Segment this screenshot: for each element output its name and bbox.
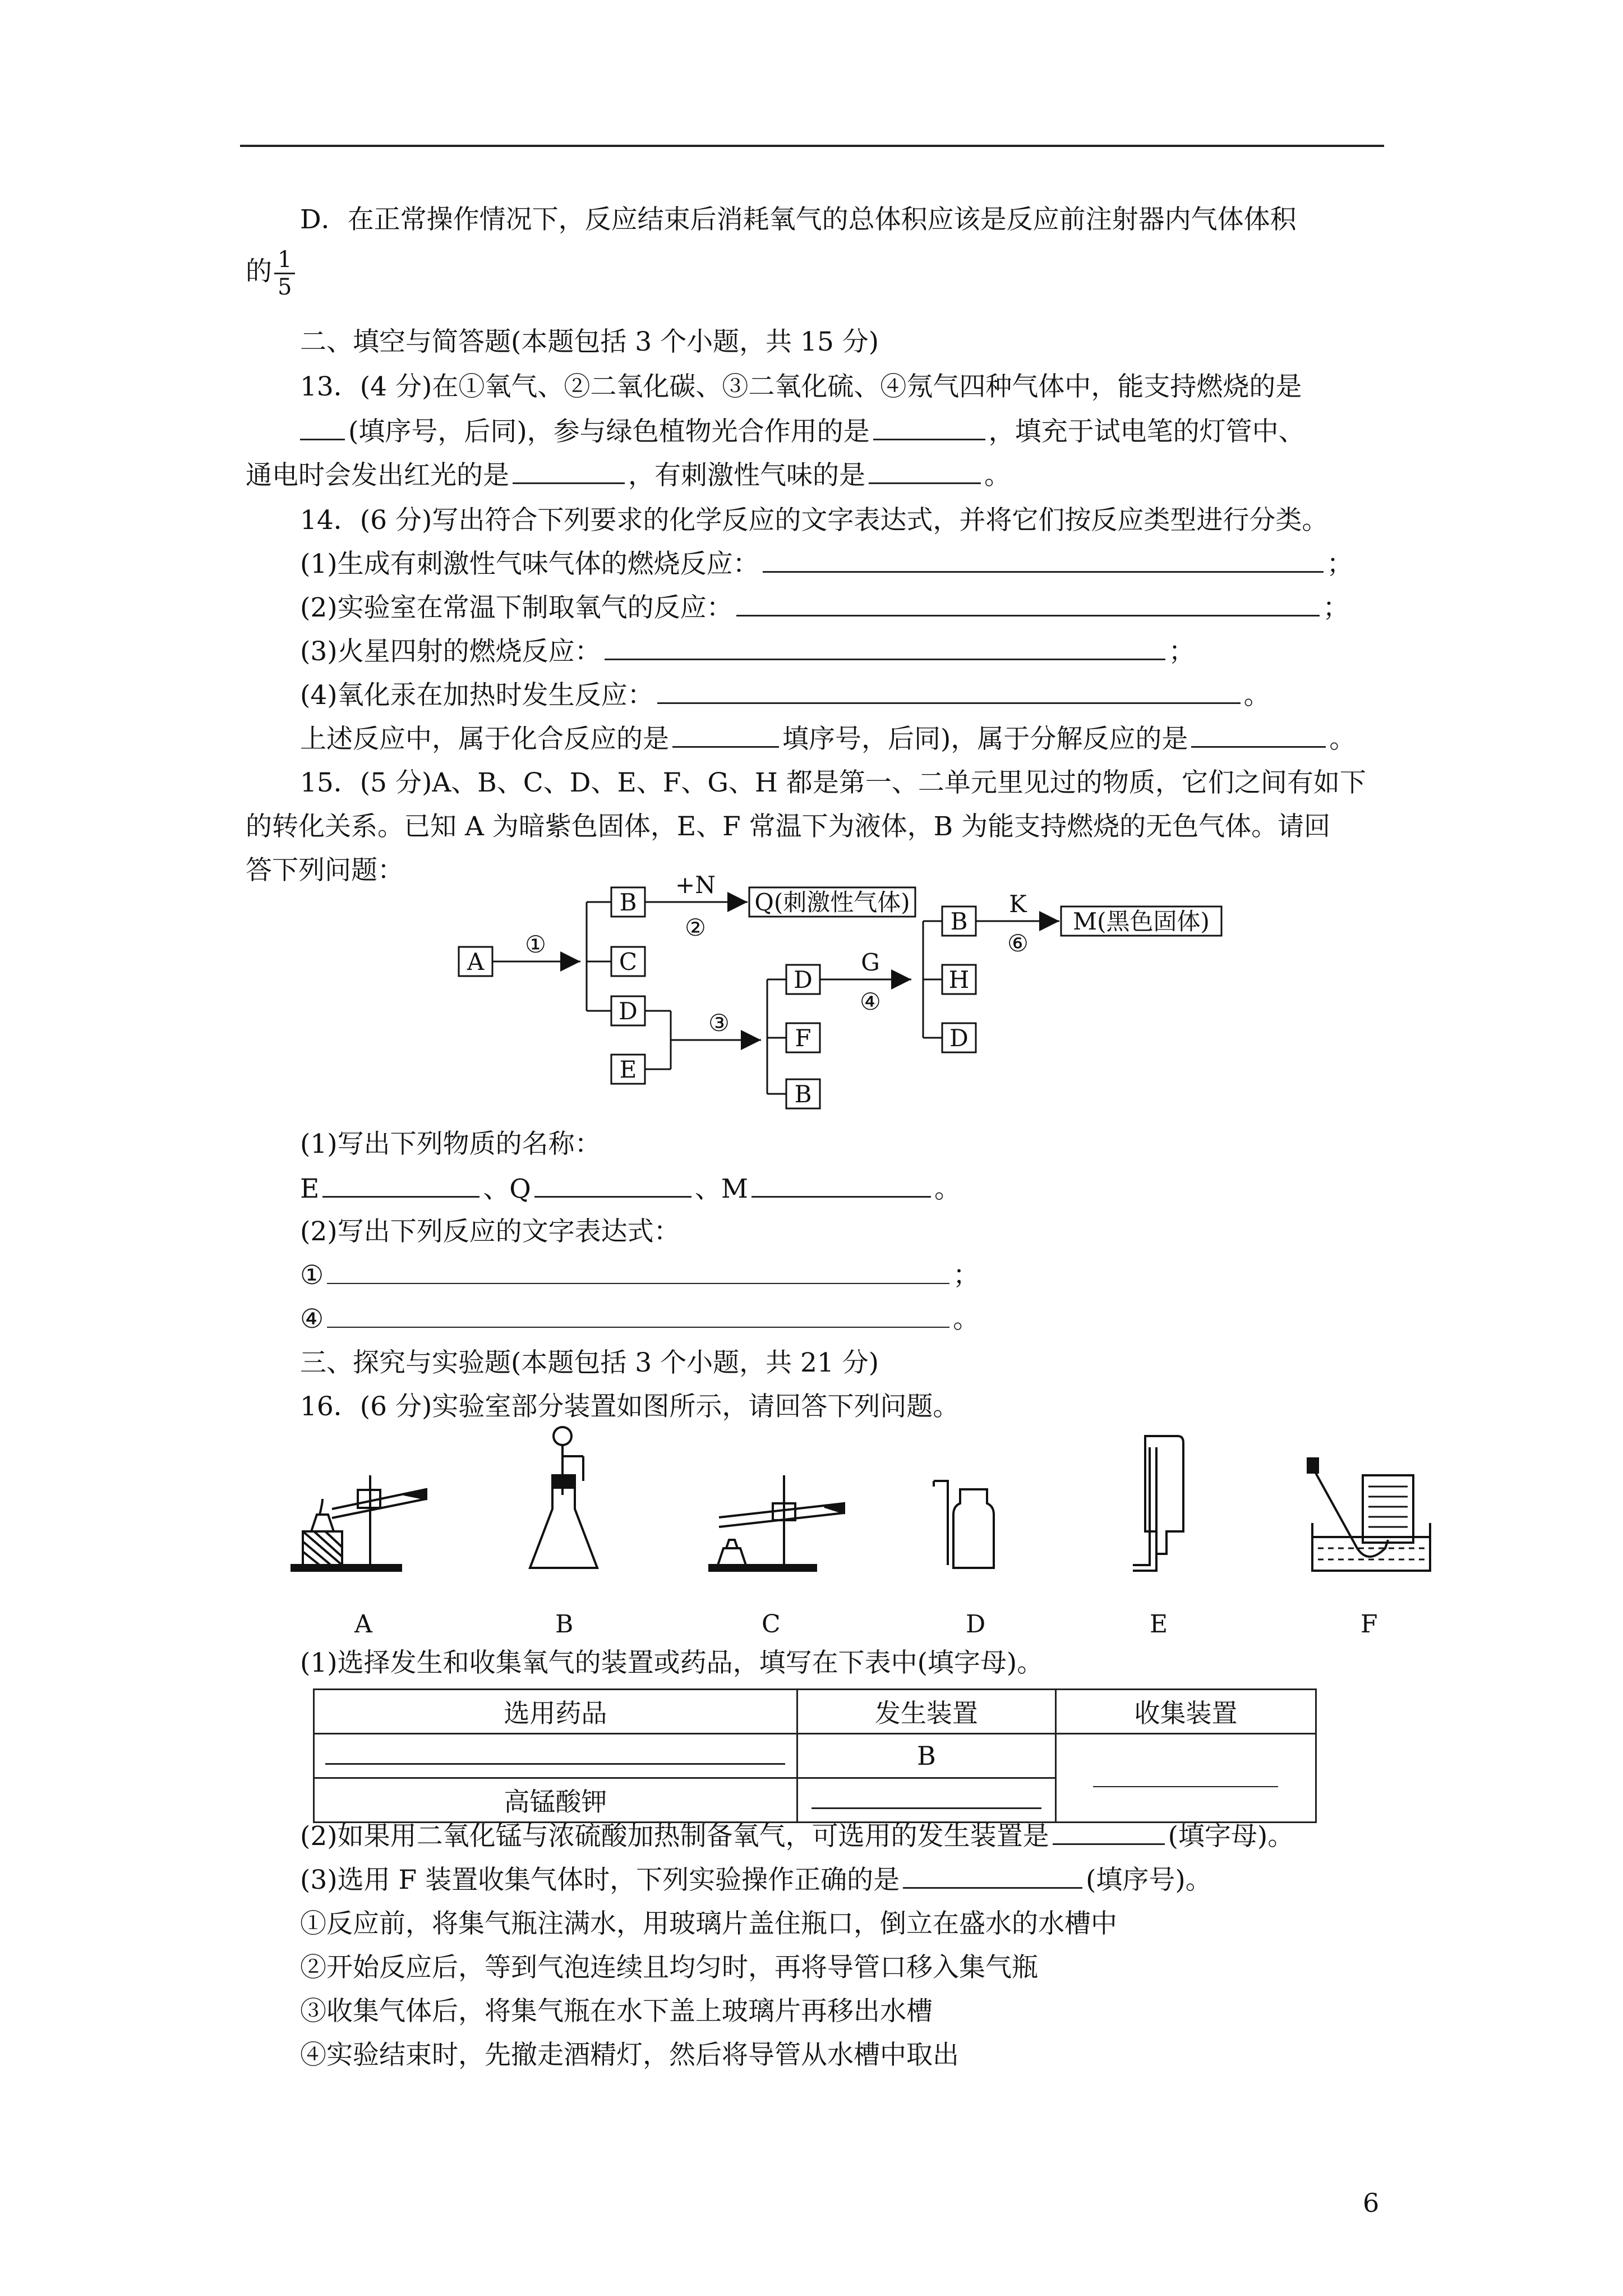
apparatus-A [292,1475,426,1571]
fraction: $\frac{1}{5}$ [274,247,295,300]
node-D: D [949,1024,969,1052]
collector-cell[interactable] [1055,1734,1316,1823]
q15-eq-1: ① ； [300,1260,980,1291]
apparatus-D [934,1481,994,1568]
option-2: ②开始反应后，等到气泡连续且均匀时，再将导管口移入集气瓶 [300,1952,1038,1983]
answer-blank[interactable] [1053,1821,1165,1845]
q15-line-3: 答下列问题： [246,855,404,886]
q14-item-1: (1)生成有刺激性气味气体的燃烧反应： ； [300,549,1353,579]
option-3: ③收集气体后，将集气瓶在水下盖上玻璃片再移出水槽 [300,1996,933,2027]
table-row [314,1734,1316,1778]
answer-blank[interactable] [1093,1764,1278,1787]
node-F: F [795,1024,811,1052]
apparatus-E [1133,1436,1183,1571]
reagent-N: +N [675,871,716,899]
q15-sub-2: (2)写出下列反应的文字表达式： [300,1216,680,1247]
q15-line-2: 的转化关系。已知 A 为暗紫色固体，E、F 常温下为液体，B 为能支持燃烧的无色气体。请回 [246,811,1331,842]
drug-cell: 高锰酸钾 [314,1778,797,1823]
label-C: C [762,1610,781,1639]
step-6: ⑥ [1007,930,1029,957]
label-B: B [555,1610,574,1639]
step-1: ① [525,931,546,958]
node-B: B [950,908,968,935]
q15-line-1: 15．(5 分)A、B、C、D、E、F、G、H 都是第一、二单元里见过的物质，它们之间有如下 [300,767,1366,798]
option-d: D．在正常操作情况下，反应结束后消耗氧气的总体积应该是反应前注射器内气体体积 [300,204,1297,235]
q14-line-1: 14．(6 分)写出符合下列要求的化学反应的文字表达式，并将它们按反应类型进行分类。 [300,505,1329,536]
header-drug: 选用药品 [314,1690,797,1734]
q15-sub-1: (1)写出下列物质的名称： [300,1129,601,1159]
apparatus-C [709,1475,844,1571]
drug-cell[interactable] [314,1734,797,1778]
table-header-row [314,1690,1316,1734]
apparatus-F [1308,1458,1430,1571]
reagent-K: K [1009,890,1027,918]
node-C: C [619,948,638,976]
option-d-cont: 的 $\frac{1}{5}$ [246,247,295,300]
reagent-G: G [861,949,880,976]
q16-sub-1: (1)选择发生和收集氧气的装置或药品，填写在下表中(填字母)。 [300,1648,1044,1678]
node-B: B [794,1080,812,1108]
step-3: ③ [708,1009,730,1037]
q13-line-2: (填序号，后同)，参与绿色植物光合作用的是 ，填充于试电笔的灯管中、 [300,415,1305,449]
option-1: ①反应前，将集气瓶注满水，用玻璃片盖住瓶口，倒立在盛水的水槽中 [300,1908,1117,1939]
q14-classify: 上述反应中，属于化合反应的是 填序号，后同)，属于分解反应的是 。 [300,724,1356,754]
section-2-title: 二、填空与简答题(本题包括 3 个小题，共 15 分) [300,326,879,357]
option-4: ④实验结束时，先撤走酒精灯，然后将导管从水槽中取出 [300,2040,959,2070]
node-E: E [619,1056,637,1083]
step-2: ② [685,914,706,941]
node-D: D [794,966,813,993]
node-A: A [467,948,485,976]
q16-sub-3: (3)选用 F 装置收集气体时，下列实验操作正确的是 (填序号)。 [300,1865,1212,1895]
header-collector: 收集装置 [1055,1690,1316,1734]
page-number: 6 [1363,2188,1380,2218]
section-3-title: 三、探究与实验题(本题包括 3 个小题，共 21 分) [300,1347,879,1378]
answer-blank[interactable] [325,1741,785,1765]
node-B: B [619,889,637,916]
label-F: F [1361,1610,1378,1639]
header-generator: 发生装置 [797,1690,1055,1734]
q15-names: E 、Q 、M 。 [300,1174,961,1204]
label-D: D [966,1610,986,1639]
device-cell[interactable] [797,1778,1055,1823]
q15-eq-4: ④ 。 [300,1304,980,1335]
node-H: H [948,966,970,993]
q14-item-2: (2)实验室在常温下制取氧气的反应： ； [300,592,1349,623]
device-cell: B [797,1734,1055,1778]
label-A: A [354,1610,372,1639]
step-4: ④ [860,988,881,1015]
apparatus-B [530,1427,597,1568]
answer-blank[interactable] [811,1785,1041,1809]
node-M: M(黑色固体) [1073,908,1210,935]
oxygen-table [313,1688,1317,1823]
q14-item-3: (3)火星四射的燃烧反应： ； [300,636,1195,667]
node-Q: Q(刺激性气体) [754,889,910,916]
q13-line-1: 13．(4 分)在①氧气、②二氧化碳、③二氧化硫、④氖气四种气体中，能支持燃烧的是 [300,371,1302,402]
answer-blank[interactable] [903,1865,1082,1889]
q13-line-3: 通电时会发出红光的是 ，有刺激性气味的是 。 [246,460,1011,491]
q16-sub-2: (2)如果用二氧化锰与浓硫酸加热制备氧气，可选用的发生装置是 (填字母)。 [300,1821,1294,1852]
label-E: E [1150,1610,1168,1639]
node-D: D [619,997,638,1025]
q16-line-1: 16．(6 分)实验室部分装置如图所示，请回答下列问题。 [300,1391,960,1422]
q14-item-4: (4)氧化汞在加热时发生反应： 。 [300,680,1270,711]
